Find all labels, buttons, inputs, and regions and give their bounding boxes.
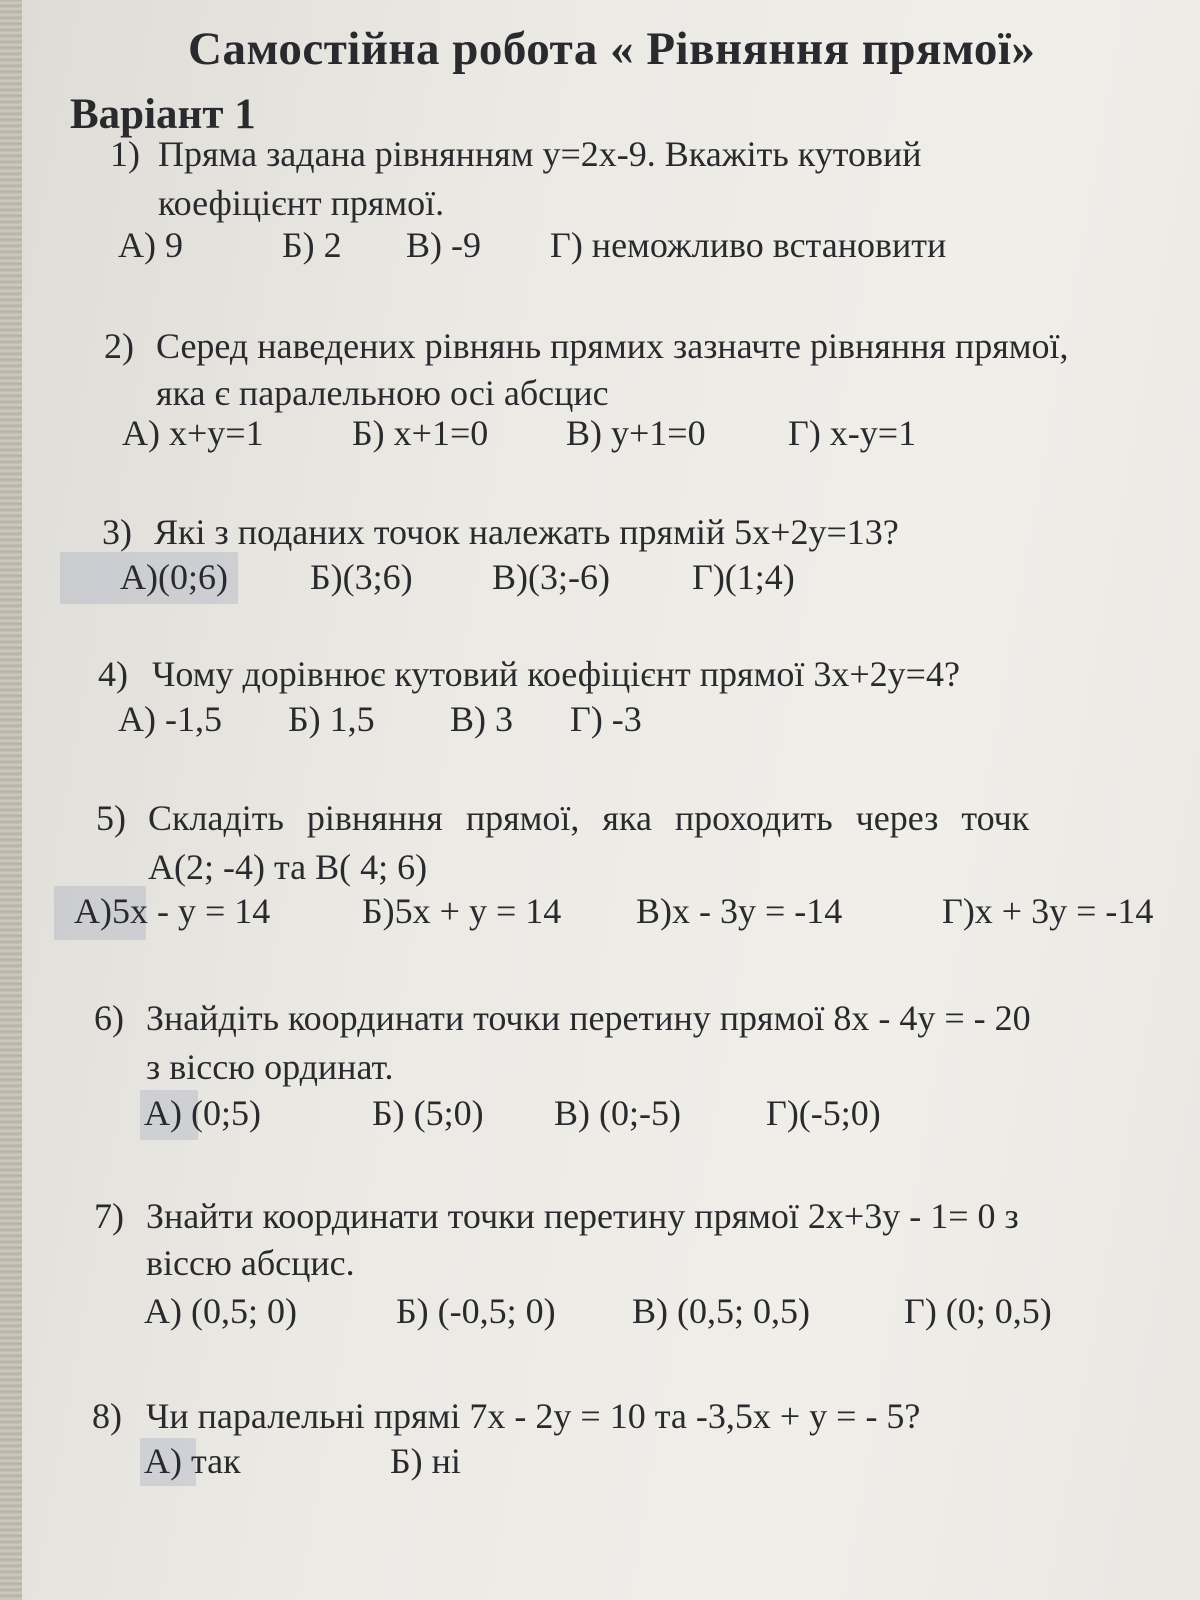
answer-option: А)5x - y = 14 — [74, 891, 271, 931]
answer-option: А) (0;5) — [144, 1093, 261, 1133]
question-number: 3) — [102, 512, 132, 552]
question-text-line: яка є паралельною осі абсцис — [156, 373, 609, 413]
notebook-binding-edge — [0, 0, 22, 1600]
answer-option: Г)x + 3y = -14 — [942, 891, 1154, 931]
answer-option: В) (0,5; 0,5) — [632, 1291, 810, 1331]
question-number: 5) — [96, 798, 126, 838]
answer-option: А) -1,5 — [118, 699, 222, 739]
answer-option: А) (0,5; 0) — [144, 1291, 297, 1331]
variant-heading: Варіант 1 — [70, 91, 256, 138]
page-title: Самостійна робота « Рівняння прямої» — [188, 23, 1036, 75]
answer-option: Б)(3;6) — [310, 557, 413, 597]
question-number: 8) — [92, 1396, 122, 1436]
answer-option: Б) 1,5 — [288, 699, 375, 739]
question-text-line: Які з поданих точок належать прямій 5x+2y=13? — [154, 512, 899, 552]
answer-option: Г) (0; 0,5) — [904, 1291, 1052, 1331]
answer-option: В) 3 — [450, 699, 513, 739]
worksheet-page — [22, 0, 1200, 1600]
answer-option: В) (0;-5) — [554, 1093, 681, 1133]
question-text-line: Серед наведених рівнянь прямих зазначте рівняння прямої, — [156, 326, 1069, 366]
answer-option: Г) x-y=1 — [788, 413, 917, 453]
answer-option: В)x - 3y = -14 — [636, 891, 843, 931]
question-text-line: Складіть рівняння прямої, яка проходить через точк — [148, 798, 1030, 838]
answer-option: Г)(-5;0) — [766, 1093, 881, 1133]
answer-option: Б) 2 — [282, 225, 342, 265]
question-text-line: А(2; -4) та В( 4; 6) — [148, 847, 428, 887]
answer-option: Г) неможливо встановити — [550, 225, 947, 265]
question-text-line: Знайдіть координати точки перетину прямої 8x - 4y = - 20 — [146, 998, 1031, 1038]
question-number: 2) — [104, 326, 134, 366]
answer-option: Г) -3 — [570, 699, 642, 739]
question-text-line: віссю абсцис. — [146, 1243, 355, 1283]
answer-option: В) y+1=0 — [566, 413, 706, 453]
question-text-line: з віссю ординат. — [146, 1047, 394, 1087]
question-text-line: Знайти координати точки перетину прямої 2x+3y - 1= 0 з — [146, 1196, 1019, 1236]
answer-option: А)(0;6) — [120, 557, 228, 597]
answer-option: Б) ні — [390, 1441, 461, 1481]
question-number: 4) — [98, 654, 128, 694]
question-text-line: коефіцієнт прямої. — [158, 183, 445, 223]
question-number: 6) — [94, 998, 124, 1038]
answer-option: В) -9 — [406, 225, 481, 265]
answer-option: В)(3;-6) — [492, 557, 610, 597]
answer-option: Б)5x + y = 14 — [362, 891, 562, 931]
answer-option: Б) (5;0) — [372, 1093, 484, 1133]
answer-option: А) 9 — [118, 225, 183, 265]
question-text-line: Чому дорівнює кутовий коефіцієнт прямої 3x+2y=4? — [152, 654, 960, 694]
question-number: 1) — [110, 134, 140, 174]
answer-option: Б) x+1=0 — [352, 413, 489, 453]
question-text-line: Чи паралельні прямі 7x - 2y = 10 та -3,5x + y = - 5? — [146, 1396, 921, 1436]
answer-option: Г)(1;4) — [692, 557, 795, 597]
answer-option: Б) (-0,5; 0) — [396, 1291, 556, 1331]
question-number: 7) — [94, 1196, 124, 1236]
question-text-line: Пряма задана рівнянням y=2x-9. Вкажіть кутовий — [158, 134, 922, 174]
answer-option: А) так — [144, 1441, 241, 1481]
answer-option: А) x+y=1 — [122, 413, 264, 453]
